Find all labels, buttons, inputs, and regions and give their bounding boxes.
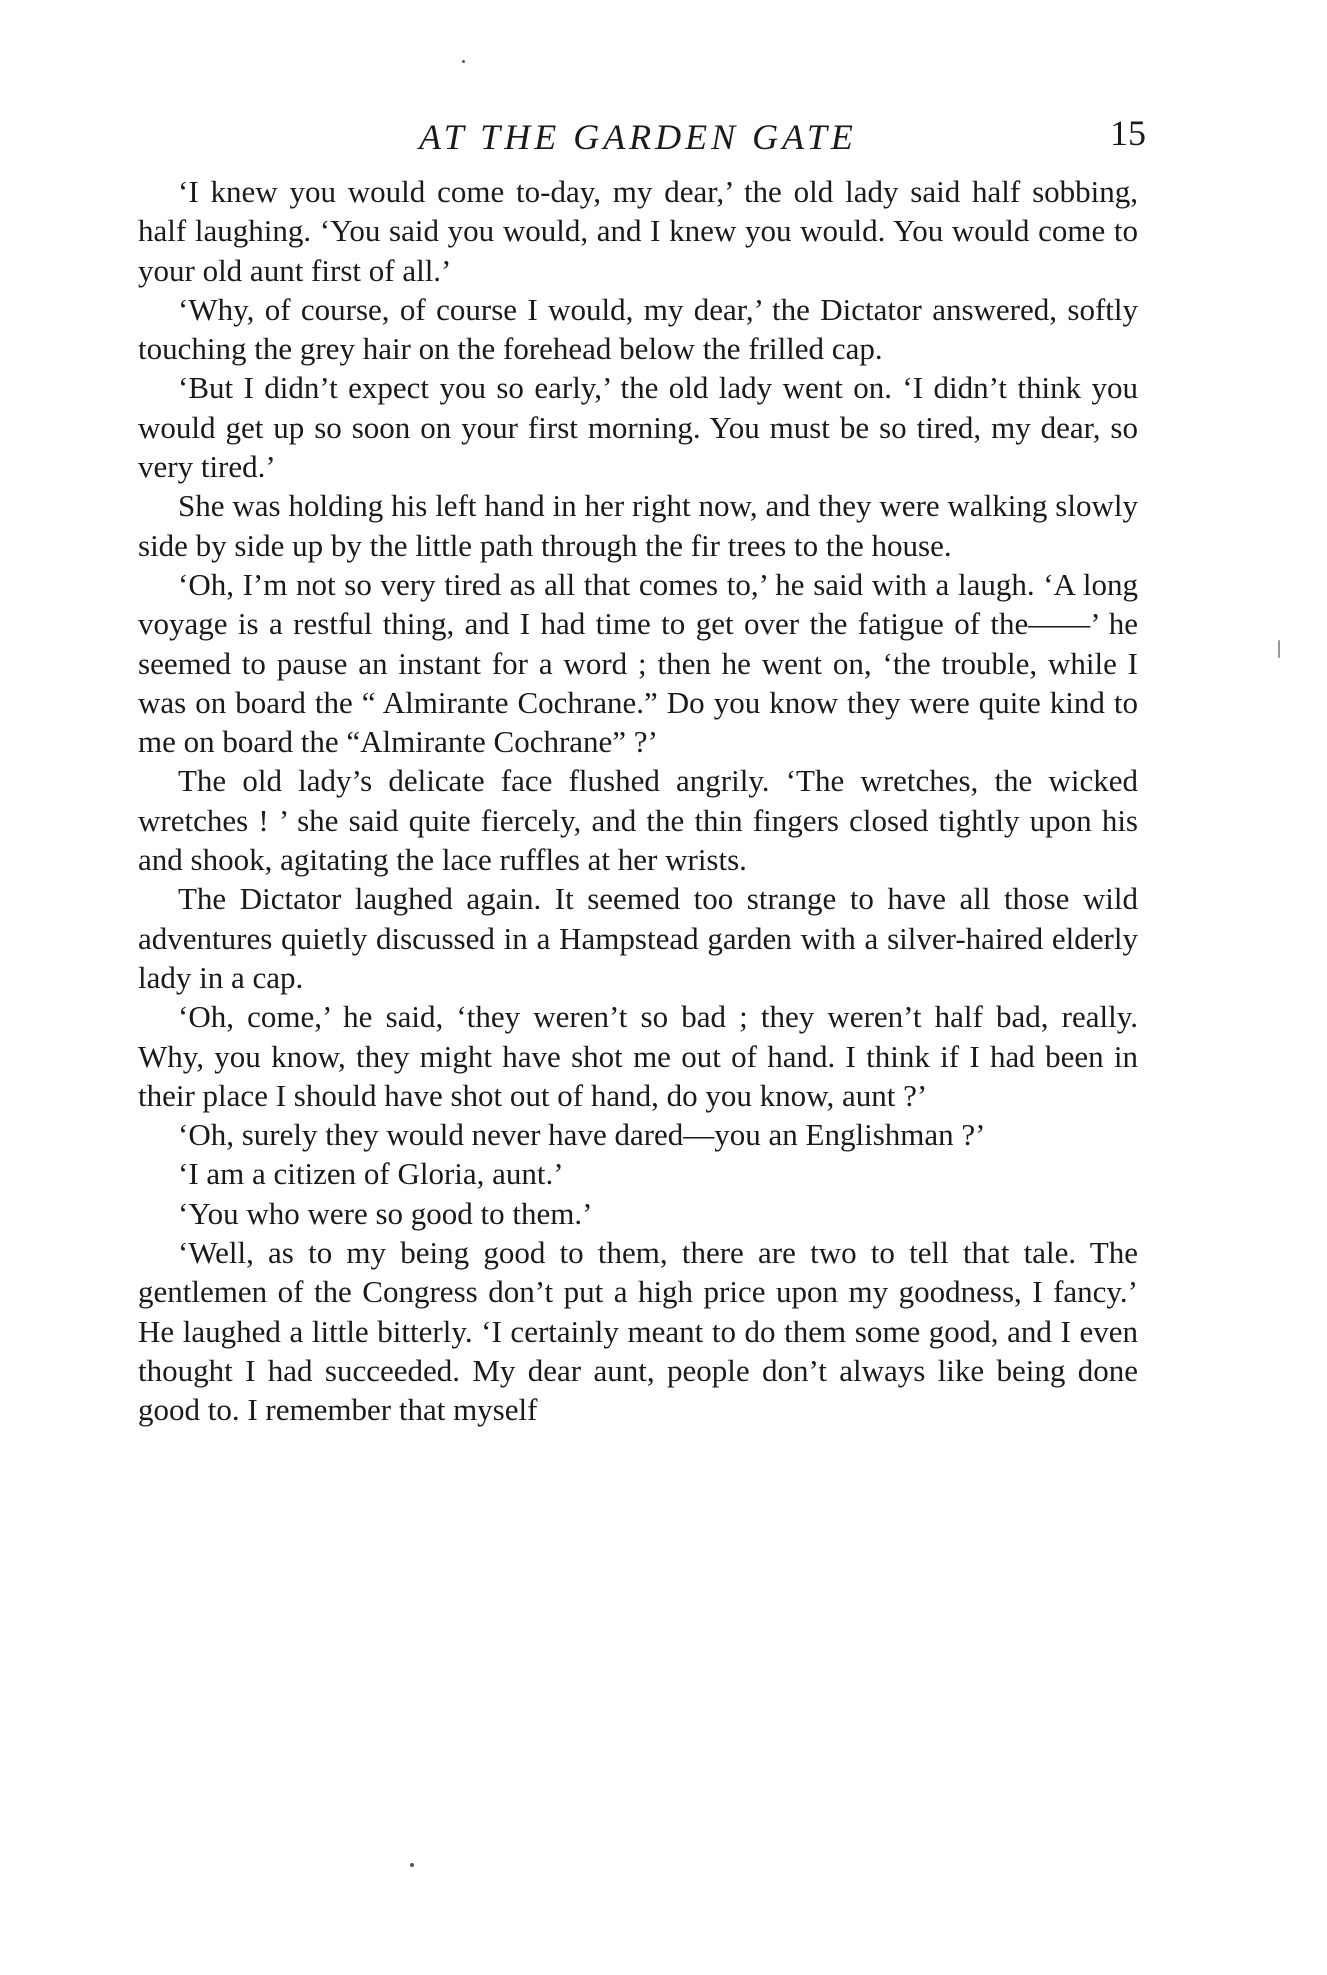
paragraph: ‘I am a citizen of Gloria, aunt.’ <box>178 1156 564 1192</box>
running-title: AT THE GARDEN GATE <box>419 117 857 157</box>
paragraph: The Dictator laughed again. It seemed too strange to have all those wild adventures quietly discussed in a Hampstead garden with a silver-haired elderly lady in a cap. <box>138 881 1138 995</box>
paper-speck <box>410 1863 414 1867</box>
paragraph: ‘Oh, surely they would never have dared—you an Englishman ?’ <box>178 1117 986 1153</box>
paragraph: ‘Oh, I’m not so very tired as all that comes to,’ he said with a laugh. ‘A long voyage is a restful thing, and I had time to get over the fatigue of the——’ he seemed to pause an instant for a word ; then he went on, ‘the trouble, while I was on board the “ Almirante Cochrane.” Do you know they were quite kind to me on board the “Almirante Cochrane” ?’ <box>138 566 1138 760</box>
running-head <box>138 112 1146 162</box>
paper-speck <box>1278 640 1280 658</box>
paragraph: ‘You who were so good to them.’ <box>178 1195 593 1231</box>
paragraph: She was holding his left hand in her right now, and they were walking slowly side by side up by the little path through the fir trees to the house. <box>138 488 1138 563</box>
paragraph: ‘Well, as to my being good to them, there are two to tell that tale. The gentlemen of the Congress don’t put a high price upon my goodness, I fancy.’ He laughed a little bitterly. ‘I certainly meant to do them some good, and I even thought I had succeeded. My dear aunt, people don’t always like being done good to. I remember that myself <box>138 1235 1138 1428</box>
body-text <box>138 172 1138 1430</box>
page-number: 15 <box>1110 113 1146 153</box>
paragraph: ‘I knew you would come to-day, my dear,’ the old lady said half sobbing, half laughing. ‘You said you would, and I knew you would. You would come to your old aunt first of all.’ <box>138 174 1138 288</box>
paragraph: ‘Oh, come,’ he said, ‘they weren’t so bad ; they weren’t half bad, really. Why, you know, they might have shot me out of hand. I think if I had been in their place I should have shot out of hand, do you know, aunt ?’ <box>138 999 1138 1113</box>
paragraph: ‘But I didn’t expect you so early,’ the old lady went on. ‘I didn’t think you would get up so soon on your first morning. You must be so tired, my dear, so very tired.’ <box>138 370 1138 485</box>
paragraph: The old lady’s delicate face flushed angrily. ‘The wretches, the wicked wretches ! ’ she said quite fiercely, and the thin fingers closed tightly upon his and shook, agitating the lace ruffles at her wrists. <box>138 763 1138 878</box>
paragraph: ‘Why, of course, of course I would, my dear,’ the Dictator answered, softly touching the grey hair on the forehead below the frilled cap. <box>138 291 1138 367</box>
paper-speck <box>462 60 465 63</box>
